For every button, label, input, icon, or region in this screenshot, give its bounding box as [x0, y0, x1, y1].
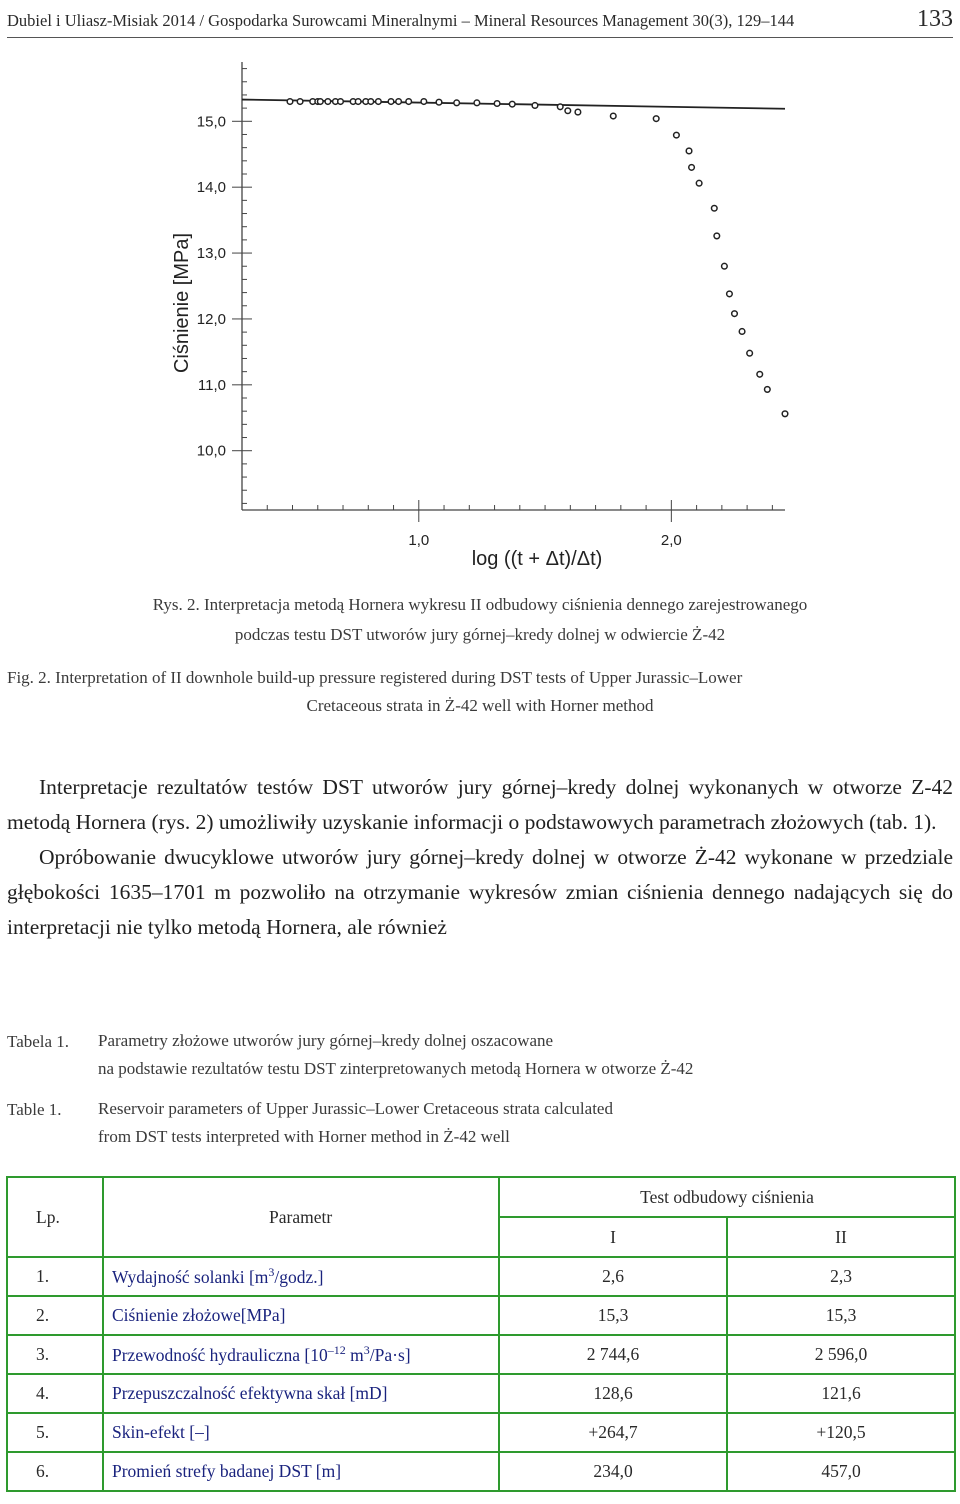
data-point [575, 109, 581, 115]
table-body [7, 1257, 955, 1491]
data-point [396, 99, 402, 105]
fig-caption-en-line2: Cretaceous strata in Ż-42 well with Horner method [306, 696, 654, 715]
y-tick-label: 14,0 [196, 179, 226, 197]
plot-frame [242, 62, 785, 510]
data-point [338, 99, 344, 105]
row-parameter: Wydajność solanki $[m^3/godz.]$ [103, 1257, 499, 1296]
x-tick-label: 1,0 [408, 532, 430, 549]
row-parameter: Ciśnienie złożowe[MPa] [103, 1296, 499, 1335]
table-caption-en-label: Table 1. [7, 1100, 62, 1119]
data-point [674, 132, 680, 138]
data-point [610, 113, 616, 119]
data-point [727, 291, 733, 297]
fig-caption-pl-line2: podczas testu DST utworów jury górnej–kredy dolnej w odwiercie Ż-42 [234, 625, 726, 644]
y-tick-label: 15,0 [196, 113, 226, 131]
header-test-ii: II [727, 1217, 955, 1257]
data-point [317, 99, 323, 105]
row-value-test-ii: 2,3 [727, 1257, 955, 1296]
row-value-test-i: +264,7 [499, 1413, 727, 1452]
fig-caption-en-line1: Fig. 2. Interpretation of II downhole build-up pressure registered during DST tests of Upper Jurassic–Lower [7, 668, 743, 687]
data-point [436, 99, 442, 105]
table-caption-pl-line2: na podstawie rezultatów testu DST zinterpretowanych metodą Hornera w otworze Ż-42 [98, 1059, 694, 1078]
fig-caption-pl-line1: Rys. 2. Interpretacja metodą Hornera wykresu II odbudowy ciśnienia dennego zarejestrowanego [152, 595, 808, 614]
data-point [565, 108, 571, 114]
row-lp: 1. [7, 1257, 103, 1296]
y-tick-label: 10,0 [196, 442, 226, 460]
y-axis-label: Ciśnienie [MPa] [171, 232, 193, 374]
data-point [297, 99, 303, 105]
data-point [325, 99, 331, 105]
row-value-test-i: 128,6 [499, 1374, 727, 1413]
data-point [757, 371, 763, 377]
table-row [7, 1257, 955, 1296]
x-axis-ticks [242, 500, 772, 549]
data-point [714, 233, 720, 239]
table-row [7, 1374, 955, 1413]
data-point [287, 99, 293, 105]
row-value-test-ii: 15,3 [727, 1296, 955, 1335]
reservoir-parameters-table [6, 1176, 956, 1492]
data-point [421, 99, 427, 105]
row-value-test-ii: +120,5 [727, 1413, 955, 1452]
header-test-group: Test odbudowy ciśnienia [499, 1177, 955, 1217]
data-point [388, 99, 394, 105]
data-point [711, 205, 717, 211]
header-parametr: Parametr [103, 1177, 499, 1257]
data-point [406, 99, 412, 105]
row-parameter: Przewodność hydrauliczna [$10^{-12}$ $m^3/Pa\cdot s$] [103, 1335, 499, 1374]
y-tick-label: 13,0 [196, 245, 226, 263]
table-row [7, 1413, 955, 1452]
row-value-test-i: 234,0 [499, 1452, 727, 1491]
data-point [732, 311, 738, 317]
data-point [689, 165, 695, 171]
row-parameter: Promień strefy badanej DST [m] [103, 1452, 499, 1491]
row-lp: 6. [7, 1452, 103, 1491]
table-caption-pl-label: Tabela 1. [7, 1032, 70, 1051]
data-point [765, 387, 771, 393]
row-value-test-i: 15,3 [499, 1296, 727, 1335]
row-value-test-i: 2 744,6 [499, 1335, 727, 1374]
horner-plot [0, 45, 960, 585]
data-point [509, 101, 515, 107]
table-row [7, 1452, 955, 1491]
row-value-test-ii: 457,0 [727, 1452, 955, 1491]
header-citation: Dubiel i Uliasz-Misiak 2014 / Gospodarka Surowcami Mineralnymi – Mineral Resources Management 30(3), 129–144 [7, 11, 795, 30]
data-point [747, 350, 753, 356]
row-lp: 5. [7, 1413, 103, 1452]
row-parameter: Skin-efekt [–] [103, 1413, 499, 1452]
header-test-i: I [499, 1217, 727, 1257]
x-axis-label: log ((t + Δt)/Δt) [471, 548, 603, 570]
table-row [7, 1335, 955, 1374]
table-caption-en [98, 1095, 613, 1151]
data-point [355, 99, 361, 105]
data-point [782, 411, 788, 417]
data-point [454, 100, 460, 106]
x-tick-label: 2,0 [660, 532, 682, 549]
data-point [474, 100, 480, 106]
data-points [287, 99, 788, 417]
data-point [722, 263, 728, 269]
table-caption-en-line2: from DST tests interpreted with Horner method in Ż-42 well [98, 1127, 510, 1146]
row-value-test-ii: 2 596,0 [727, 1335, 955, 1374]
header-divider [7, 37, 953, 38]
data-point [696, 180, 702, 186]
table-caption-pl [98, 1027, 693, 1083]
row-value-test-i: 2,6 [499, 1257, 727, 1296]
y-tick-label: 12,0 [196, 310, 226, 328]
table-row [7, 1296, 955, 1335]
data-point [368, 99, 374, 105]
table-caption-pl-line1: Parametry złożowe utworów jury górnej–kredy dolnej oszacowane [98, 1031, 554, 1050]
row-lp: 2. [7, 1296, 103, 1335]
y-axis-ticks [197, 69, 252, 504]
body-paragraph-2: Opróbowanie dwucyklowe utworów jury górnej–kredy dolnej w otworze Ż-42 wykonane w przedziale głębokości 1635–1701 m pozwoliło na otrzymanie wykresów zmian ciśnienia dennego nadających się do interpretacji nie tylko metodą Hornera, ale również [7, 845, 953, 939]
body-paragraph-1: Interpretacje rezultatów testów DST utworów jury górnej–kredy dolnej wykonanych w otworze Z-42 metodą Hornera (rys. 2) umożliwiły uzyskanie informacji o podstawowych parametrach złożowych (tab. 1). [7, 775, 953, 834]
body-text [7, 770, 953, 945]
page-number: 133 [917, 6, 953, 32]
data-point [494, 101, 500, 107]
data-point [739, 329, 745, 335]
data-point [653, 116, 659, 122]
y-tick-label: 11,0 [197, 376, 226, 394]
running-header [7, 6, 953, 36]
row-lp: 3. [7, 1335, 103, 1374]
row-value-test-ii: 121,6 [727, 1374, 955, 1413]
data-point [686, 148, 692, 154]
row-parameter: Przepuszczalność efektywna skał [mD] [103, 1374, 499, 1413]
data-point [532, 103, 538, 109]
data-point [557, 104, 563, 110]
data-point [376, 99, 382, 105]
row-lp: 4. [7, 1374, 103, 1413]
table-caption-en-line1: Reservoir parameters of Upper Jurassic–Lower Cretaceous strata calculated [98, 1099, 613, 1118]
header-lp: Lp. [7, 1177, 103, 1257]
